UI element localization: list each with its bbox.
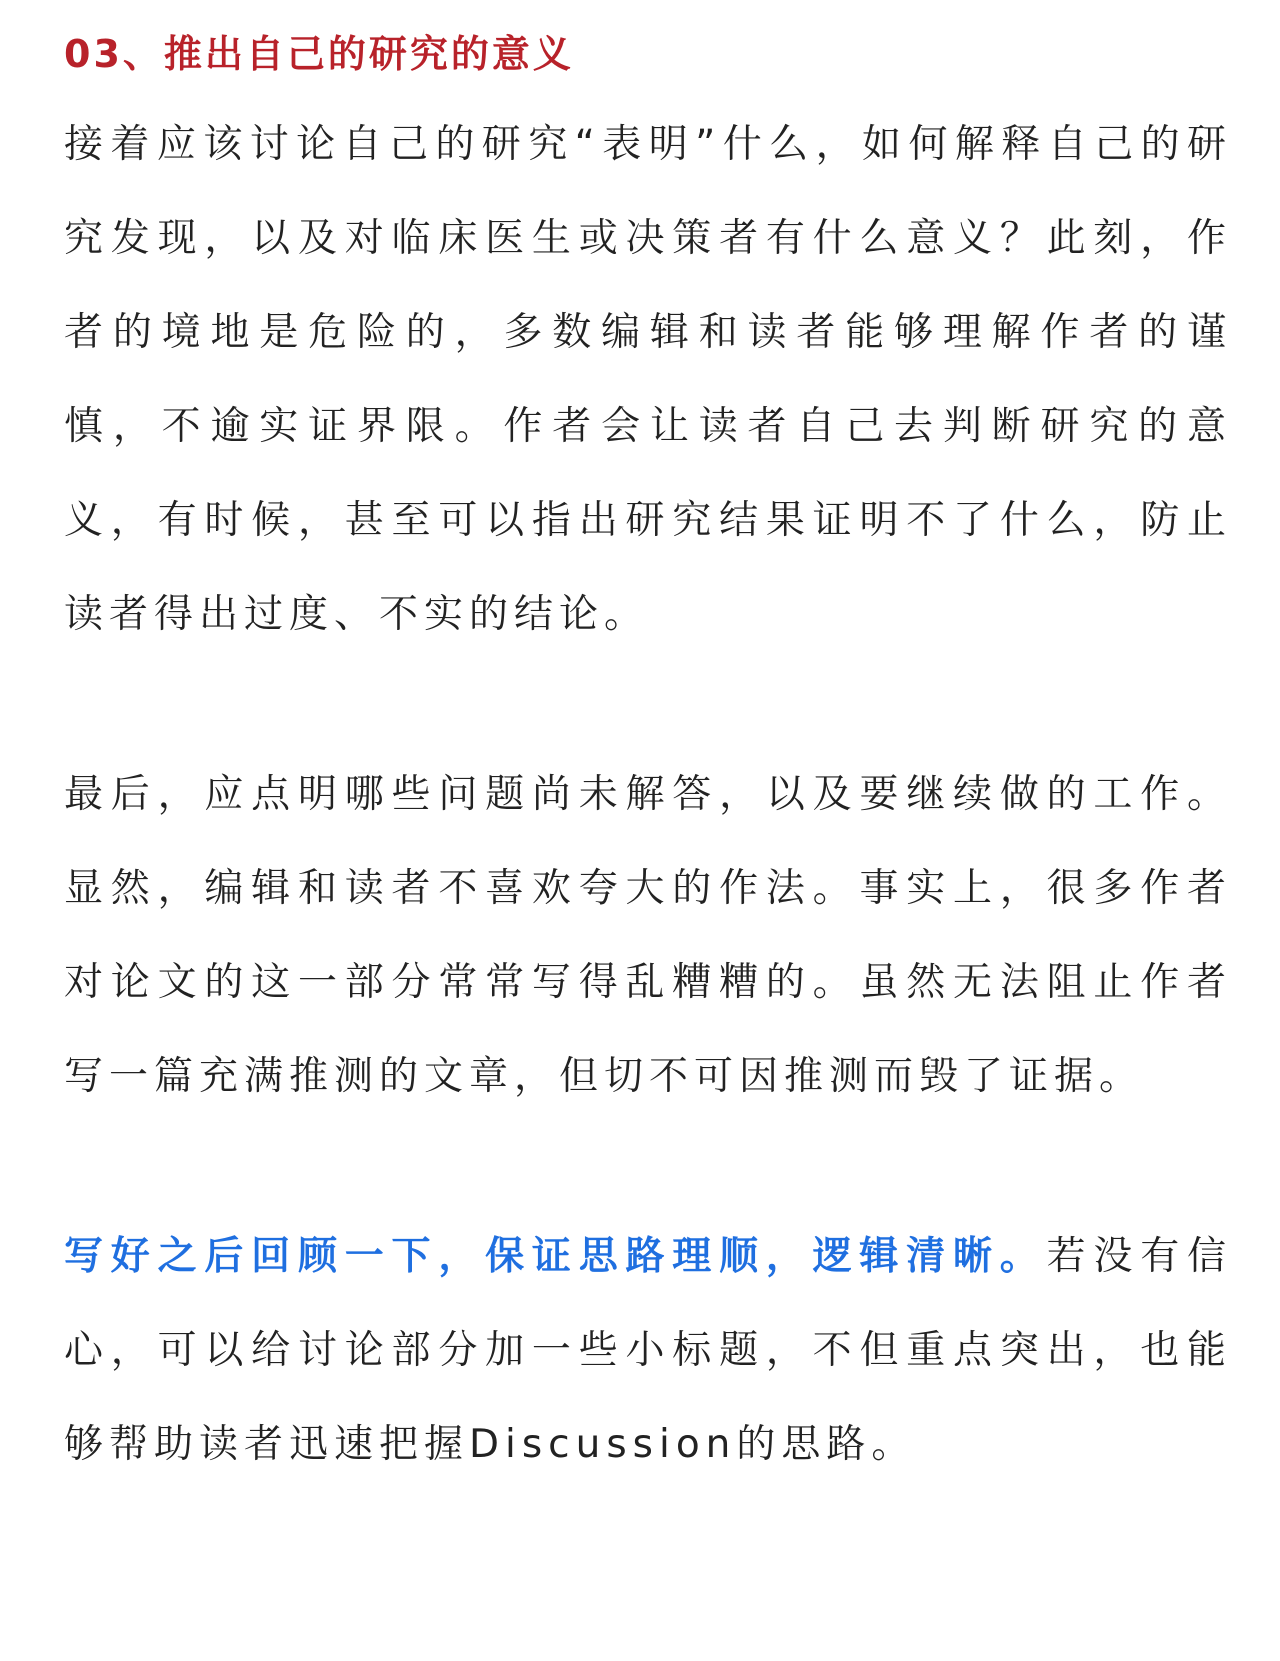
paragraph-spacer	[64, 1124, 1232, 1210]
article-body	[64, 22, 1232, 1492]
paragraph-significance: 接着应该讨论自己的研究“表明”什么，如何解释自己的研究发现，以及对临床医生或决策者有什么意义？此刻，作者的境地是危险的，多数编辑和读者能够理解作者的谨慎，不逾实证界限。作者会让读者自己去判断研究的意义，有时候，甚至可以指出研究结果证明不了什么，防止读者得出过度、不实的结论。	[64, 122, 1232, 637]
section-heading: 03、推出自己的研究的意义	[64, 32, 574, 76]
paragraph-future-work: 最后，应点明哪些问题尚未解答，以及要继续做的工作。显然，编辑和读者不喜欢夸大的作法。事实上，很多作者对论文的这一部分常常写得乱糟糟的。虽然无法阻止作者写一篇充满推测的文章，但切不可因推测而毁了证据。	[64, 772, 1232, 1099]
paragraph-review-tip	[64, 1210, 1232, 1492]
paragraph-spacer	[64, 662, 1232, 748]
review-tip-text: 若没有信心，可以给讨论部分加一些小标题，不但重点突出，也能够帮助读者迅速把握Discussion的思路。	[64, 1234, 1232, 1467]
highlighted-tip: 写好之后回顾一下，保证思路理顺，逻辑清晰。	[64, 1234, 1047, 1279]
